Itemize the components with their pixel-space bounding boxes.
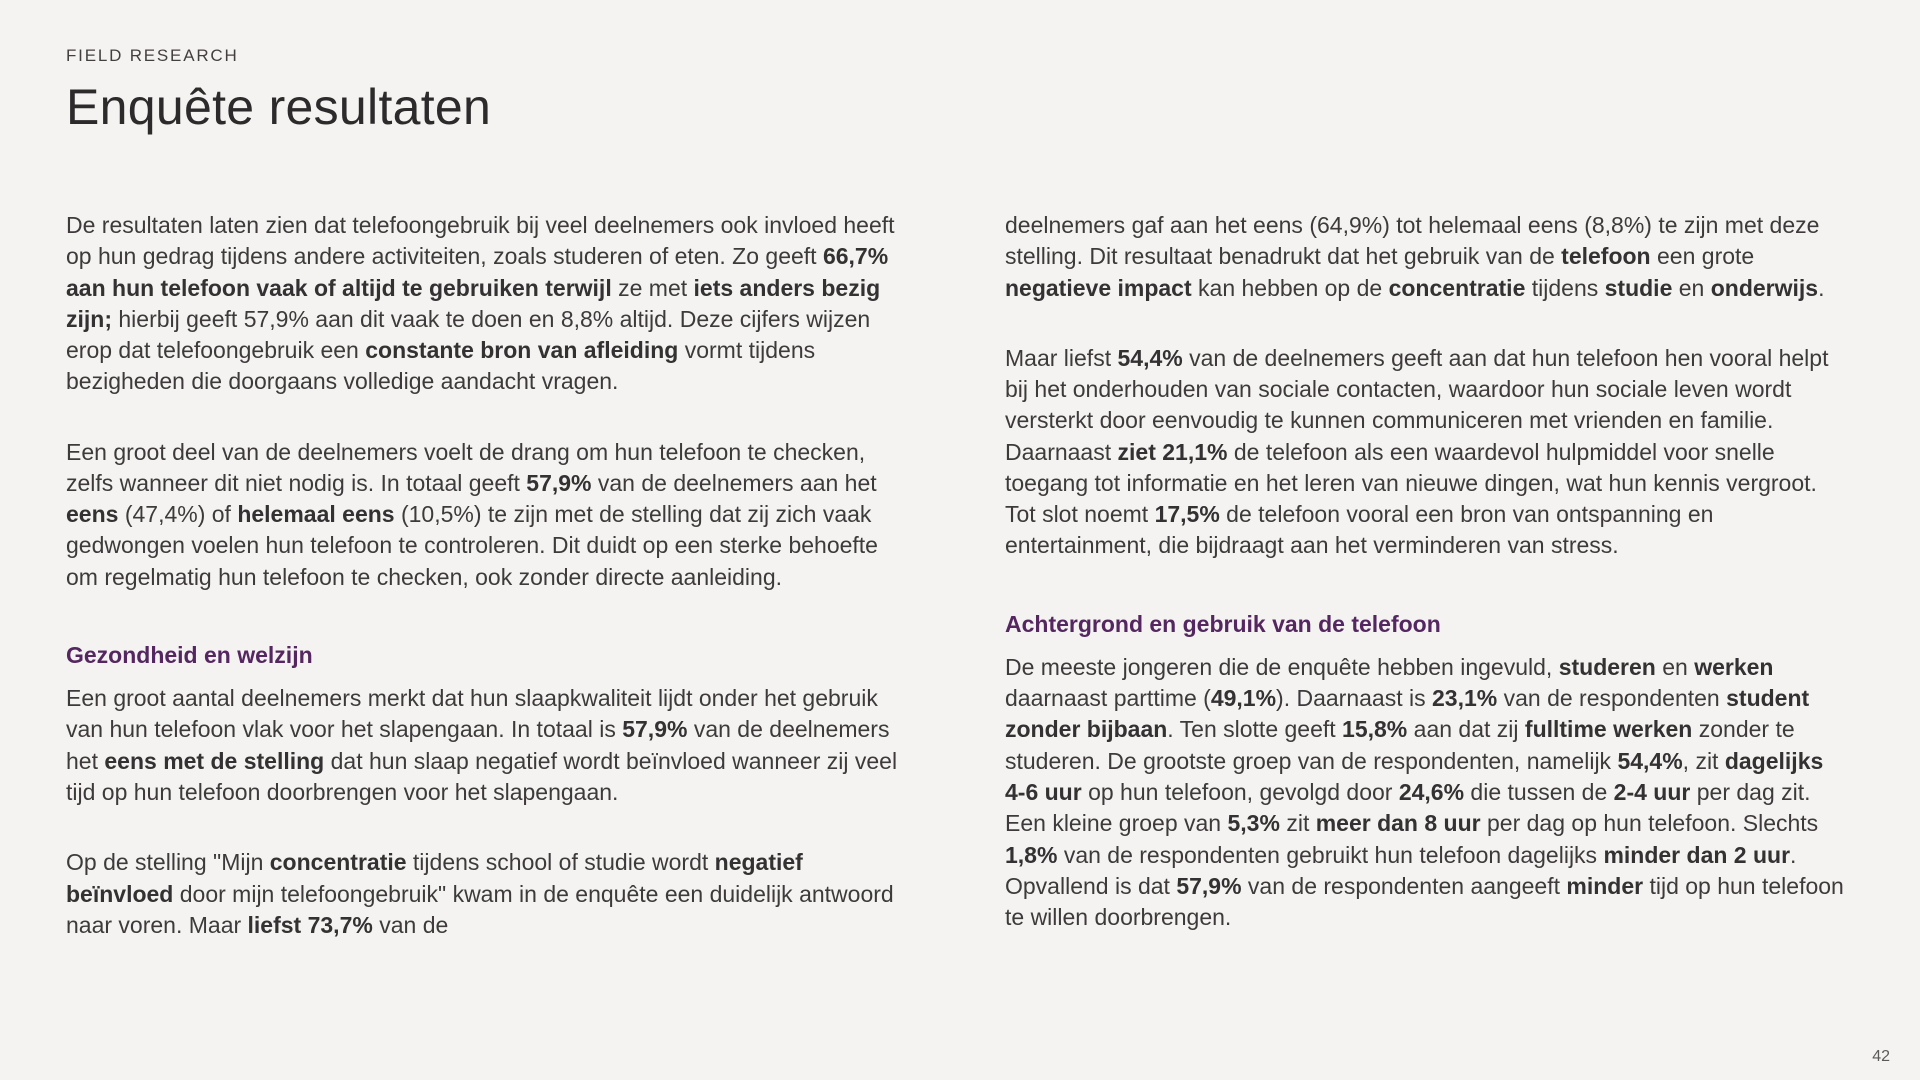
page-number: 42	[1872, 1048, 1890, 1065]
right-column	[1005, 210, 1850, 980]
paragraph: Maar liefst 54,4% van de deelnemers geeft aan dat hun telefoon hen vooral helpt bij het onderhouden van sociale contacten, waardoor hun sociale leven wordt versterkt door eenvoudig te kunnen communiceren met vrienden en familie. Daarnaast ziet 21,1% de telefoon als een waardevol hulpmiddel voor snelle toegang tot informatie en het leren van nieuwe dingen, wat hun kennis vergroot. Tot slot noemt 17,5% de telefoon vooral een bron van ontspanning en entertainment, die bijdraagt aan het verminderen van stress.	[1005, 344, 1829, 559]
paragraph: Een groot aantal deelnemers merkt dat hun slaapkwaliteit lijdt onder het gebruik van hun telefoon vlak voor het slapengaan. In totaal is 57,9% van de deelnemers het eens met de stelling dat hun slaap negatief wordt beïnvloed wanneer zij veel tijd op hun telefoon doorbrengen voor het slapengaan.	[66, 685, 898, 805]
paragraph: deelnemers gaf aan het eens (64,9%) tot helemaal eens (8,8%) te zijn met deze stelling. Dit resultaat benadrukt dat het gebruik van de telefoon een grote negatieve impact kan hebben op de concentratie tijdens studie en onderwijs.	[1005, 212, 1825, 301]
section-heading-background: Achtergrond en gebruik van de telefoon	[1005, 610, 1441, 637]
page-title: Enquête resultaten	[66, 79, 492, 135]
paragraph: De meeste jongeren die de enquête hebben ingevuld, studeren en werken daarnaast parttime (49,1%). Daarnaast is 23,1% van de respondenten student zonder bijbaan. Ten slotte geeft 15,8% aan dat zij fulltime werken zonder te studeren. De grootste groep van de respondenten, namelijk 54,4%, zit dagelijks 4-6 uur op hun telefoon, gevolgd door 24,6% die tussen de 2-4 uur per dag zit. Een kleine groep van 5,3% zit meer dan 8 uur per dag op hun telefoon. Slechts 1,8% van de respondenten gebruikt hun telefoon dagelijks minder dan 2 uur. Opvallend is dat 57,9% van de respondenten aangeeft minder tijd op hun telefoon te willen doorbrengen.	[1005, 653, 1844, 931]
left-column	[66, 210, 911, 980]
eyebrow-label: FIELD RESEARCH	[66, 46, 239, 65]
paragraph: Een groot deel van de deelnemers voelt de drang om hun telefoon te checken, zelfs wanneer dit niet nodig is. In totaal geeft 57,9% van de deelnemers aan het eens (47,4%) of helemaal eens (10,5%) te zijn met de stelling dat zij zich vaak gedwongen voelen hun telefoon te controleren. Dit duidt op een sterke behoefte om regelmatig hun telefoon te checken, ook zonder directe aanleiding.	[66, 438, 878, 590]
two-column-body	[66, 210, 1850, 980]
paragraph: De resultaten laten zien dat telefoongebruik bij veel deelnemers ook invloed heeft op hun gedrag tijdens andere activiteiten, zoals studeren of eten. Zo geeft 66,7% aan hun telefoon vaak of altijd te gebruiken terwijl ze met iets anders bezig zijn; hierbij geeft 57,9% aan dit vaak te doen en 8,8% altijd. Deze cijfers wijzen erop dat telefoongebruik een constante bron van afleiding vormt tijdens bezigheden die doorgaans volledige aandacht vragen.	[66, 212, 895, 395]
paragraph: Op de stelling "Mijn concentratie tijdens school of studie wordt negatief beïnvloed door mijn telefoongebruik" kwam in de enquête een duidelijk antwoord naar voren. Maar liefst 73,7% van de	[66, 849, 894, 938]
section-heading-health: Gezondheid en welzijn	[66, 641, 313, 668]
